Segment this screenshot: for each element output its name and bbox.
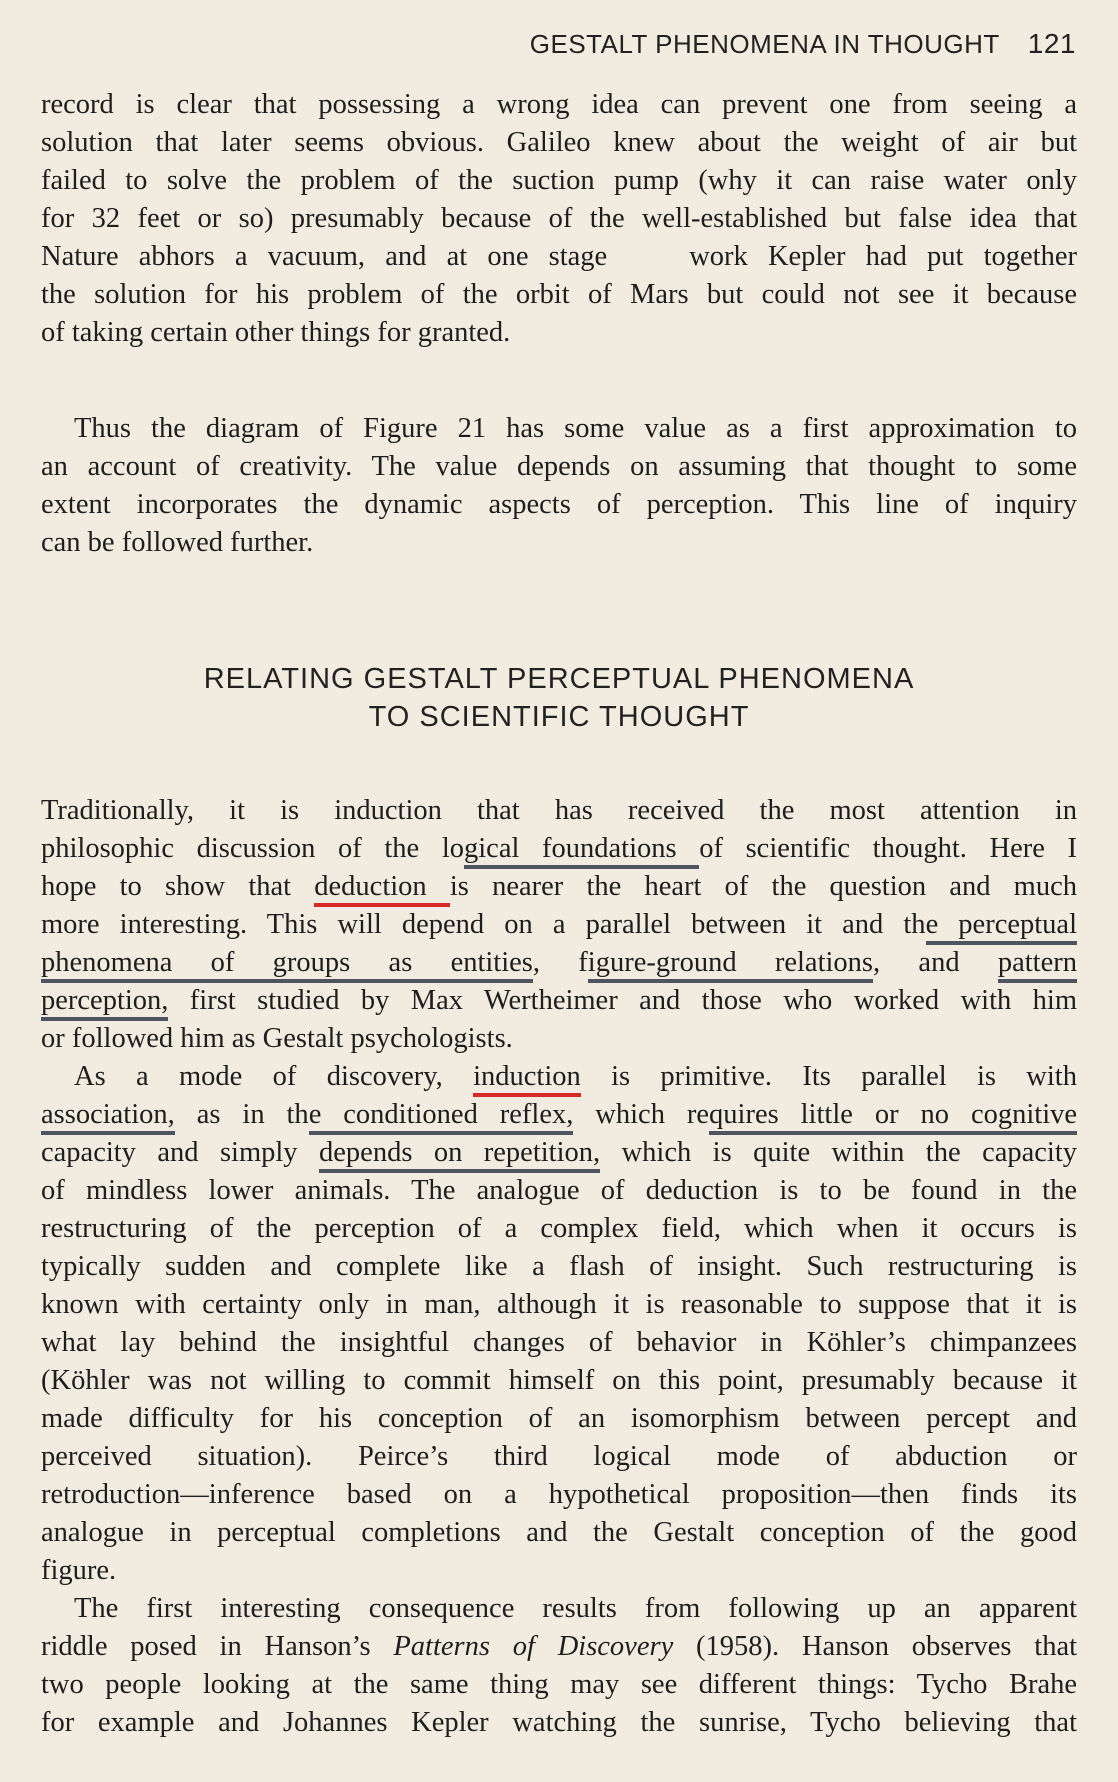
text-line: extent incorporates the dynamic aspects of perception. This line of inquiry xyxy=(41,489,1077,520)
text-fragment: more interesting. This will depend on a parallel between it and th xyxy=(41,909,926,940)
text-line: what lay behind the insightful changes of behavior in Köhler’s chimpanzees xyxy=(41,1327,1077,1358)
running-header xyxy=(530,28,1076,60)
text-line: restructuring of the perception of a complex field, which when it occurs is xyxy=(41,1213,1077,1244)
text-line: for 32 feet or so) presumably because of the well-established but false idea that xyxy=(41,203,1077,234)
text-line: an account of creativity. The value depends on assuming that thought to some xyxy=(41,451,1077,482)
text-fragment: which re xyxy=(573,1099,710,1130)
page-number: 121 xyxy=(1027,28,1076,59)
text-line: typically sudden and complete like a flash of insight. Such restructuring is xyxy=(41,1251,1077,1282)
text-line: of mindless lower animals. The analogue of deduction is to be found in the xyxy=(41,1175,1077,1206)
text-line: failed to solve the problem of the suction pump (why it can raise water only xyxy=(41,165,1077,196)
text-line: The first interesting consequence results from following up an apparent xyxy=(74,1593,1077,1624)
underlined-phrase: gical foundations xyxy=(464,833,699,869)
text-line xyxy=(41,982,1077,1020)
text-line: retroduction—inference based on a hypothetical proposition—then finds its xyxy=(41,1479,1077,1510)
text-fragment: hope to show that xyxy=(41,871,315,902)
text-fragment: work Kepler had put together xyxy=(689,241,1077,272)
underlined-phrase: depends on repetition, xyxy=(319,1137,600,1173)
underlined-phrase: association, xyxy=(41,1099,175,1135)
text-line: analogue in perceptual completions and the Gestalt conception of the good xyxy=(41,1517,1077,1548)
underlined-phrase: perception, xyxy=(41,985,168,1021)
text-line: of taking certain other things for granted. xyxy=(41,317,511,348)
text-fragment: as in th xyxy=(174,1099,309,1130)
book-title: Patterns of Discovery xyxy=(393,1631,674,1662)
text-fragment: first studied by Max Wertheimer and those who worked with him xyxy=(168,985,1077,1016)
text-line xyxy=(74,1058,1077,1096)
text-line xyxy=(41,238,1077,276)
text-line: record is clear that possessing a wrong idea can prevent one from seeing a xyxy=(41,89,1077,120)
text-line: can be followed further. xyxy=(41,527,314,558)
text-fragment: , and xyxy=(873,947,998,978)
underlined-phrase: igure-ground relations xyxy=(588,947,873,983)
underlined-phrase: quires little or no cognitive xyxy=(709,1099,1077,1135)
text-line: solution that later seems obvious. Galileo knew about the weight of air but xyxy=(41,127,1077,158)
text-fragment: (1958). Hanson observes that xyxy=(673,1631,1078,1662)
text-fragment: of scientific thought. Here I xyxy=(699,833,1077,864)
text-line xyxy=(41,830,1077,868)
underlined-phrase: phenomena of groups as entities xyxy=(41,947,533,983)
text-line: (Köhler was not willing to commit himself on this point, presumably because it xyxy=(41,1365,1077,1396)
text-line: two people looking at the same thing may see different things: Tycho Brahe xyxy=(41,1669,1077,1700)
text-line xyxy=(41,868,1077,906)
underlined-phrase: e conditioned reflex, xyxy=(309,1099,574,1135)
text-fragment: capacity and simply xyxy=(41,1137,320,1168)
underlined-phrase: pattern xyxy=(998,947,1077,983)
text-fragment: is primitive. Its parallel is with xyxy=(580,1061,1077,1092)
text-fragment: , f xyxy=(532,947,588,978)
text-fragment: riddle posed in Hanson’s xyxy=(41,1631,394,1662)
running-title: GESTALT PHENOMENA IN THOUGHT xyxy=(529,29,1000,59)
text-line: Traditionally, it is induction that has received the most attention in xyxy=(41,795,1077,826)
section-heading-line-2: TO SCIENTIFIC THOUGHT xyxy=(368,701,750,733)
text-line xyxy=(41,906,1077,944)
text-line xyxy=(41,1628,1077,1666)
text-line: for example and Johannes Kepler watching the sunrise, Tycho believing that xyxy=(41,1707,1077,1738)
text-line: made difficulty for his conception of an isomorphism between percept and xyxy=(41,1403,1077,1434)
text-line: Thus the diagram of Figure 21 has some value as a first approximation to xyxy=(74,413,1077,444)
text-fragment: philosophic discussion of the lo xyxy=(41,833,464,864)
text-fragment: which is quite within the capacity xyxy=(600,1137,1078,1168)
text-fragment: As a mode of discovery, xyxy=(74,1061,474,1092)
section-heading-line-1: RELATING GESTALT PERCEPTUAL PHENOMENA xyxy=(203,663,915,695)
text-line xyxy=(41,1096,1077,1134)
text-fragment: is nearer the heart of the question and much xyxy=(449,871,1077,902)
text-line: known with certainty only in man, although it is reasonable to suppose that it is xyxy=(41,1289,1077,1320)
underlined-phrase: e perceptual xyxy=(926,909,1077,945)
text-line: or followed him as Gestalt psychologists. xyxy=(41,1023,513,1054)
red-underlined-phrase: deduction xyxy=(314,871,450,907)
text-line: perceived situation). Peirce’s third logical mode of abduction or xyxy=(41,1441,1077,1472)
text-line xyxy=(41,1134,1077,1172)
text-line: the solution for his problem of the orbit of Mars but could not see it because xyxy=(41,279,1077,310)
text-line: figure. xyxy=(41,1555,117,1586)
text-fragment: Nature abhors a vacuum, and at one stage xyxy=(41,241,608,272)
text-line xyxy=(41,944,1077,982)
red-underlined-phrase: induction xyxy=(473,1061,581,1097)
